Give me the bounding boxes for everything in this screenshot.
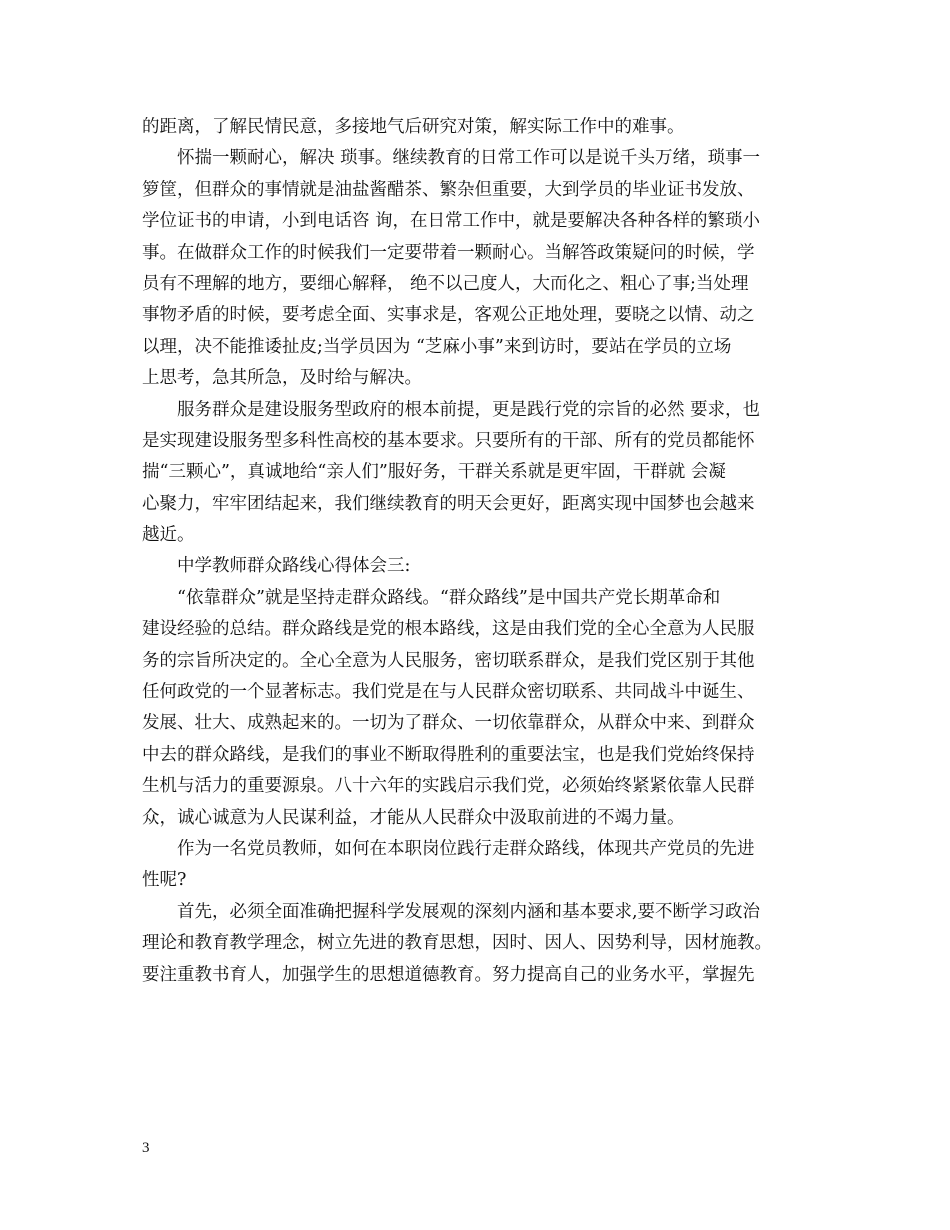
text-line: 事。在做群众工作的时候我们一定要带着一颗耐心。当解答政策疑问的时候，学 <box>142 242 755 263</box>
text-line: 中去的群众路线，是我们的事业不断取得胜利的重要法宝，也是我们党始终保持 <box>142 744 755 765</box>
text-line: 建设经验的总结。群众路线是党的根本路线，这是由我们党的全心全意为人民服 <box>142 619 755 640</box>
text-line: 众，诚心诚意为人民谋利益，才能从人民群众中汲取前进的不竭力量。 <box>142 807 685 828</box>
page-number: 3 <box>142 1140 150 1156</box>
text-line: 学位证书的申请，小到电话咨 询，在日常工作中，就是要解决各种各样的繁琐小 <box>142 211 761 232</box>
text-line: “依靠群众”就是坚持走群众路线。“群众路线”是中国共产党长期革命和 <box>142 587 721 608</box>
text-line: 揣“三颗心”，真诚地给“亲人们”服好务，干群关系就是更牢固，干群就 会凝 <box>142 462 726 483</box>
text-line: 发展、壮大、成熟起来的。一切为了群众、一切依靠群众，从群众中来、到群众 <box>142 713 755 734</box>
text-line: 生机与活力的重要源泉。八十六年的实践启示我们党，必须始终紧紧依靠人民群 <box>142 776 755 797</box>
text-line: 理论和教育教学理念，树立先进的教育思想，因时、因人、因势利导，因材施教。 <box>142 933 772 954</box>
text-line: 事物矛盾的时候，要考虑全面、实事求是，客观公正地处理，要晓之以情、动之 <box>142 305 755 326</box>
text-line: 箩筐，但群众的事情就是油盐酱醋茶、繁杂但重要，大到学员的毕业证书发放、 <box>142 179 755 200</box>
body-text <box>142 112 822 991</box>
text-line: 上思考，急其所急，及时给与解决。 <box>142 368 422 389</box>
text-line: 越近。 <box>142 525 195 546</box>
text-line: 作为一名党员教师，如何在本职岗位践行走群众路线，体现共产党员的先进 <box>142 838 755 859</box>
text-line: 以理，决不能推诿扯皮;当学员因为 “芝麻小事”来到访时，要站在学员的立场 <box>142 336 732 357</box>
text-line: 怀揣一颗耐心，解决 琐事。继续教育的日常工作可以是说千头万绪，琐事一 <box>142 148 761 169</box>
text-line: 性呢? <box>142 870 187 891</box>
text-line: 任何政党的一个显著标志。我们党是在与人民群众密切联系、共同战斗中诞生、 <box>142 682 755 703</box>
section-heading: 中学教师群众路线心得体会三: <box>142 556 411 577</box>
text-line: 心聚力，牢牢团结起来，我们继续教育的明天会更好，距离实现中国梦也会越来 <box>142 493 755 514</box>
text-line: 是实现建设服务型多科性高校的基本要求。只要所有的干部、所有的党员都能怀 <box>142 430 755 451</box>
text-line: 员有不理解的地方，要细心解释， 绝不以己度人，大而化之、粗心了事;当处理 <box>142 273 749 294</box>
text-line: 的距离，了解民情民意，多接地气后研究对策，解实际工作中的难事。 <box>142 117 685 137</box>
text-line: 首先，必须全面准确把握科学发展观的深刻内涵和基本要求,要不断学习政治 <box>142 901 761 922</box>
text-line: 要注重教书育人，加强学生的思想道德教育。努力提高自己的业务水平，掌握先 <box>142 964 755 985</box>
text-line: 务的宗旨所决定的。全心全意为人民服务，密切联系群众，是我们党区别于其他 <box>142 650 755 671</box>
text-line: 服务群众是建设服务型政府的根本前提，更是践行党的宗旨的必然 要求，也 <box>142 399 761 420</box>
